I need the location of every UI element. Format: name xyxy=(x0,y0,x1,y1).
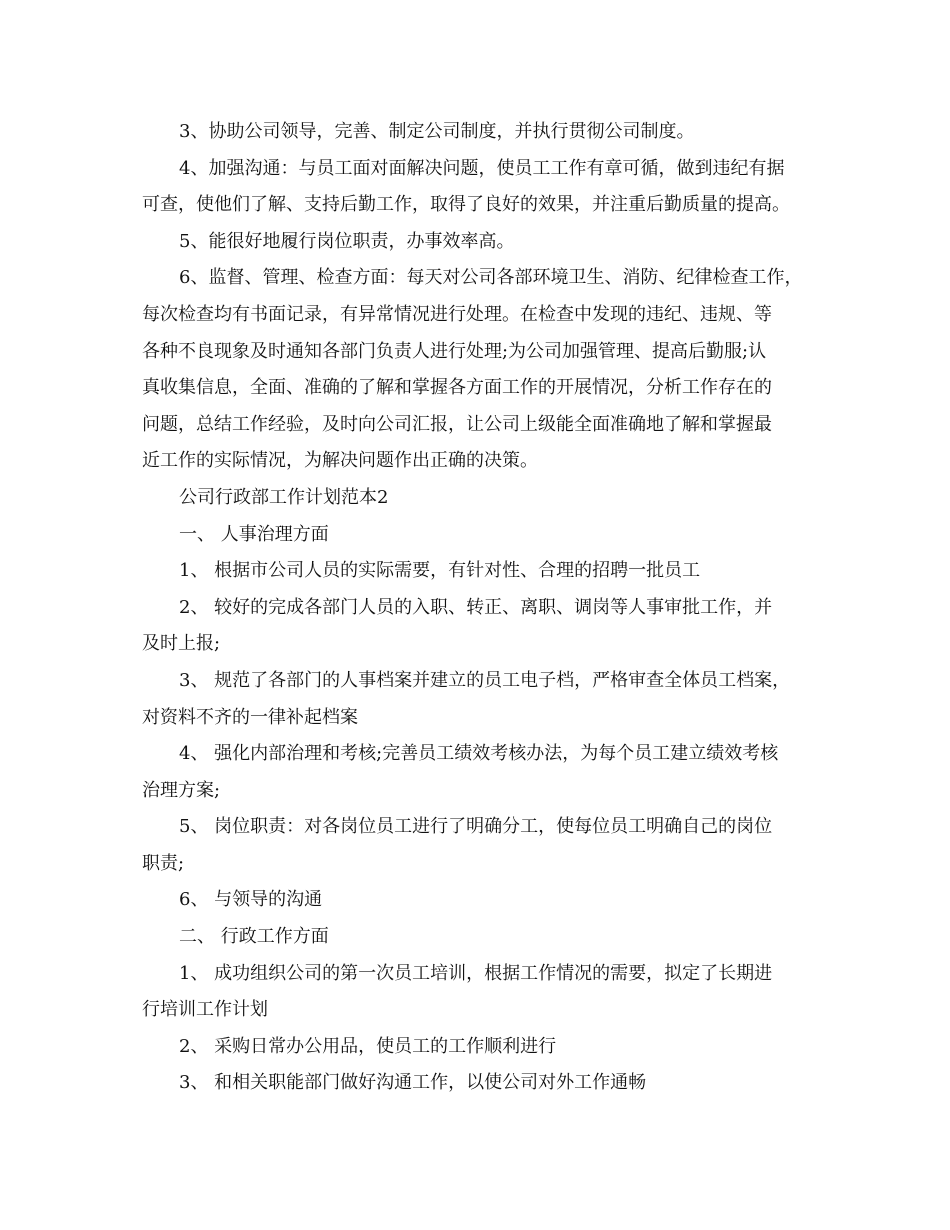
text-line: 3、 和相关职能部门做好沟通工作，以使公司对外工作通畅 xyxy=(179,1072,647,1094)
text-line: 2、 采购日常办公用品，使员工的工作顺利进行 xyxy=(179,1035,557,1057)
document-body xyxy=(142,114,810,1102)
text-line: 二、 行政工作方面 xyxy=(179,926,329,948)
text-line: 行培训工作计划 xyxy=(142,999,268,1021)
text-line: 职责; xyxy=(142,852,185,874)
text-line: 6、 与领导的沟通 xyxy=(179,889,323,911)
text-line: 各种不良现象及时通知各部门负责人进行处理;为公司加强管理、提高后勤服;认 xyxy=(142,340,767,362)
text-line: 4、加强沟通：与员工面对面解决问题，使员工工作有章可循，做到违纪有据 xyxy=(179,157,785,179)
text-line: 4、 强化内部治理和考核;完善员工绩效考核办法，为每个员工建立绩效考核 xyxy=(179,743,779,765)
text-line: 治理方案; xyxy=(142,779,221,801)
text-line: 5、能很好地履行岗位职责，办事效率高。 xyxy=(179,230,515,252)
text-line: 1、 根据市公司人员的实际需要，有针对性、合理的招聘一批员工 xyxy=(179,560,701,582)
text-line: 及时上报; xyxy=(142,633,221,655)
text-line: 3、 规范了各部门的人事档案并建立的员工电子档，严格审查全体员工档案， xyxy=(179,669,791,691)
text-line: 每次检查均有书面记录，有异常情况进行处理。在检查中发现的违纪、违规、等 xyxy=(142,303,772,325)
text-line: 1、 成功组织公司的第一次员工培训，根据工作情况的需要，拟定了长期进 xyxy=(179,962,773,984)
text-line: 6、监督、管理、检查方面：每天对公司各部环境卫生、消防、纪律检查工作， xyxy=(179,267,803,289)
text-line: 3、协助公司领导，完善、制定公司制度，并执行贯彻公司制度。 xyxy=(179,121,695,142)
text-line: 2、 较好的完成各部门人员的入职、转正、离职、调岗等人事审批工作，并 xyxy=(179,596,773,618)
text-line: 真收集信息，全面、准确的了解和掌握各方面工作的开展情况，分析工作存在的 xyxy=(142,377,772,399)
text-line: 公司行政部工作计划范本2 xyxy=(179,486,389,508)
text-line: 5、 岗位职责：对各岗位员工进行了明确分工，使每位员工明确自己的岗位 xyxy=(179,816,773,838)
text-line: 一、 人事治理方面 xyxy=(179,523,329,545)
text-line: 对资料不齐的一律补起档案 xyxy=(142,706,358,728)
text-line: 可查，使他们了解、支持后勤工作，取得了良好的效果，并注重后勤质量的提高。 xyxy=(142,194,790,216)
text-line: 问题，总结工作经验，及时向公司汇报，让公司上级能全面准确地了解和掌握最 xyxy=(142,413,772,435)
text-line: 近工作的实际情况，为解决问题作出正确的决策。 xyxy=(142,450,538,472)
